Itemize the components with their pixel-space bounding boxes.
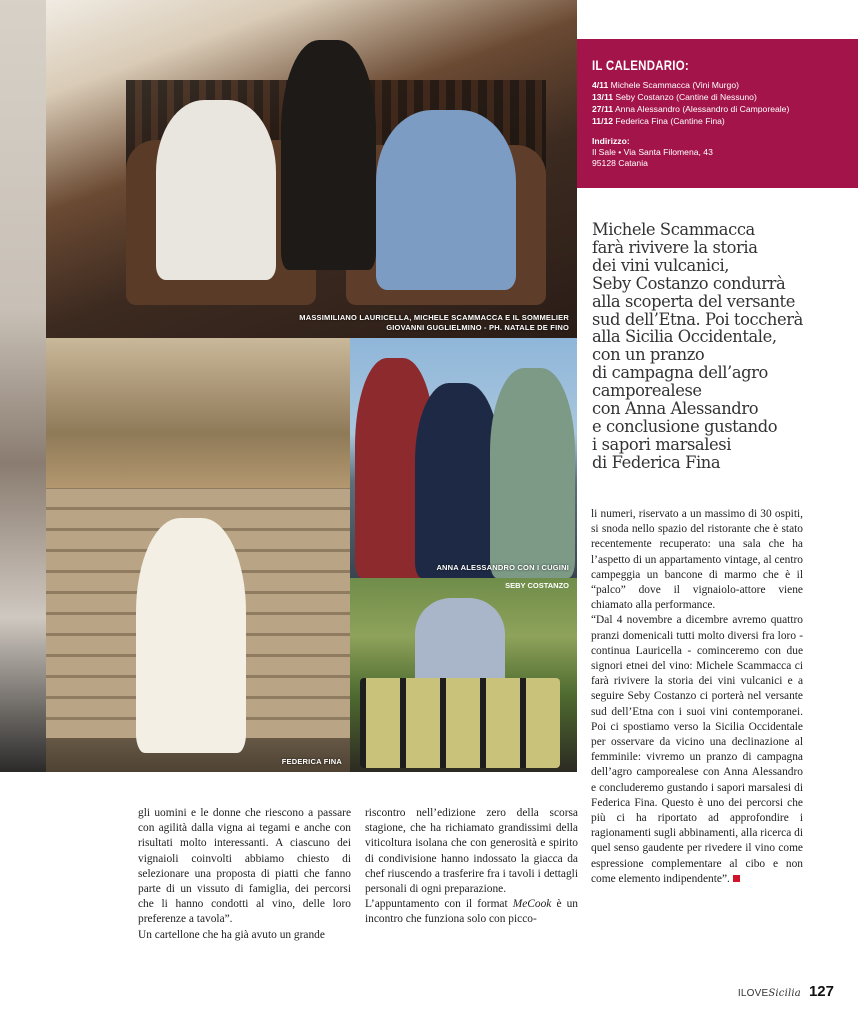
person-blue-shirt: [376, 110, 516, 290]
woman-navy-shirt: [415, 383, 500, 578]
pull-quote-line: di campagna dell’agro: [592, 363, 768, 383]
pull-quote: [592, 220, 803, 472]
body-column-b: [365, 806, 578, 928]
person-black-shirt: [281, 40, 376, 270]
pull-quote-line: alla scoperta del versante: [592, 291, 795, 311]
pull-quote-line: con Anna Alessandro: [592, 399, 759, 419]
calendar-entry: 11/12 Federica Fina (Cantine Fina): [592, 116, 725, 126]
pull-quote-line: farà rivivere la storia: [592, 237, 758, 257]
seby-costanzo-photo: [350, 578, 577, 772]
body-paragraph: riscontro nell’edizione zero della scorsa stagione, che ha richiamato grandissimi della viticoltura isolana che con generosità e spirito di condivisione hanno indossato la giacca da chef riuscendo a trasferire fra i tavoli i dettagli personali di ogni preparazione.: [365, 807, 578, 896]
calendar-box: [577, 39, 858, 188]
pull-quote-line: Seby Costanzo condurrà: [592, 273, 786, 293]
address-label: Indirizzo:: [592, 136, 630, 146]
pull-quote-line: dei vini vulcanici,: [592, 255, 730, 275]
page-number: 127: [808, 983, 834, 1000]
federica-caption: FEDERICA FINA: [281, 756, 342, 766]
pull-quote-line: e conclusione gustando: [592, 416, 778, 436]
body-paragraph: Un cartellone che ha già avuto un grande: [138, 928, 325, 941]
man-green-shirt: [490, 368, 575, 578]
calendar-entry: 13/11 Seby Costanzo (Cantine di Nessuno): [592, 92, 757, 102]
woman-white-dress: [136, 518, 246, 753]
person-white-shirt: [156, 100, 276, 280]
body-paragraph: “Dal 4 novembre a dicembre avremo quattro pranzi domenicali tutti molto diversi fra loro - continua Lauricella - cominceremo con due signori etnei del vino: Michele Scammacca ci farà rivivere la storia dei vini vulcanici e a seguire Seby Costanzo ci porterà nel versante sud dell’Etna con i suoi vini contemporanei. Poi ci spostiamo verso la Sicilia Occidentale per osservare da vicino una declinazione al femminile: vivremo un pranzo di campagna dell’agro camporealese con Anna Alessandro e concluderemo gustando i sapori marsalesi di Federica Fina. Questo è uno dei percorsi che più ci ha riportato ad approfondire i ragionamenti sugli abbinamenti, alla ricerca di quel senso gaudente per rivedere il vino come espressione complementare al cibo e non come elemento indipendente”.: [591, 614, 803, 885]
cellar-caption: MASSIMILIANO LAURICELLA, MICHELE SCAMMACCA E IL SOMMELIER GIOVANNI GUGLIELMINO - PH. NATALE DE FINO: [299, 313, 569, 332]
body-paragraph: gli uomini e le donne che riescono a passare con agilità dalla vigna ai tegami e anche con risultati molto interessanti. A ciascuno dei vignaioli coinvolti abbiamo chiesto di selezionare una proposta di piatti che fanno parte di un vissuto di famiglia, dei percorsi che li hanno condotti al vino, delle loro preferenze a tavola”.: [138, 807, 351, 926]
body-column-a: [138, 806, 351, 943]
address-block: [592, 136, 844, 169]
body-paragraph: L’appuntamento con il format MeCook è un incontro che funziona solo con picco-: [365, 898, 578, 926]
body-column-right: [591, 507, 803, 887]
body-paragraph: li numeri, riservato a un massimo di 30 ospiti, si snoda nello spazio del ristorante che è stato recentemente recuperato: una sala che ha l’aspetto di un appartamento vintage, al centro campeggia un bancone di marmo che è il “palco” dove il vignaiolo-attore viene chiamato alla performance.: [591, 508, 803, 612]
pull-quote-line: sud dell’Etna. Poi toccherà: [592, 309, 803, 329]
calendar-list: [592, 79, 844, 127]
calendar-entry: 4/11 Michele Scammacca (Vini Murgo): [592, 80, 739, 90]
calendar-entry: 27/11 Anna Alessandro (Alessandro di Camporeale): [592, 104, 790, 114]
grape-crates: [360, 678, 560, 768]
facing-page-edge: [0, 0, 46, 772]
address-line: Il Sale • Via Santa Filomena, 43: [592, 147, 713, 157]
page-footer: [738, 983, 834, 1000]
federica-fina-photo: [46, 338, 350, 772]
pull-quote-line: di Federica Fina: [592, 452, 721, 472]
end-of-article-mark: [733, 875, 740, 882]
pull-quote-line: camporealese: [592, 381, 702, 401]
magazine-brand: ILOVESicilia: [737, 988, 801, 999]
wine-cellar-photo: [46, 0, 577, 338]
pull-quote-line: alla Sicilia Occidentale,: [592, 327, 777, 347]
pull-quote-line: con un pranzo: [592, 345, 705, 365]
pull-quote-line: i sapori marsalesi: [592, 434, 732, 454]
seby-caption-top: SEBY COSTANZO: [505, 581, 569, 590]
pull-quote-line: Michele Scammacca: [592, 220, 755, 239]
man-with-grapes: [415, 598, 505, 688]
anna-alessandro-cousins-photo: [350, 338, 577, 578]
cousins-caption: ANNA ALESSANDRO CON I CUGINI: [436, 562, 569, 572]
calendar-title: IL CALENDARIO:: [592, 57, 689, 73]
address-line: 95128 Catania: [592, 158, 648, 168]
